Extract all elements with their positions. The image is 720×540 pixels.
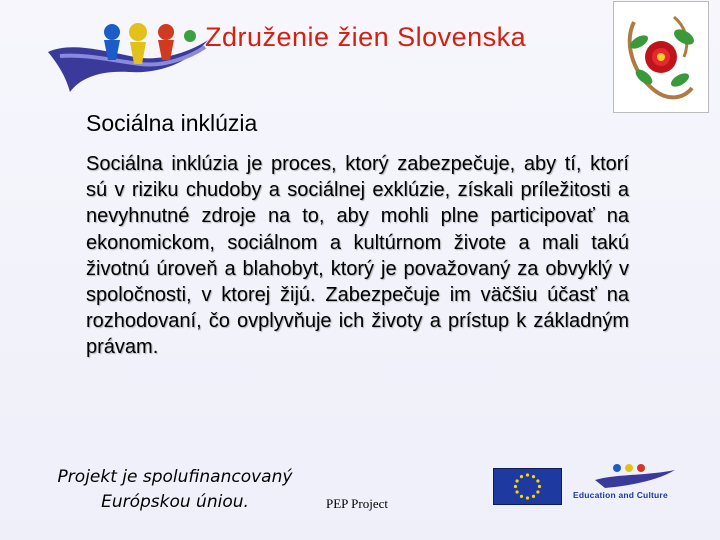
eu-flag-icon [493, 468, 562, 505]
pep-project-label: PEP Project [326, 496, 388, 511]
pep-project-logo [40, 12, 212, 96]
rose-icon [614, 2, 708, 112]
slide-heading: Sociálna inklúzia [86, 110, 258, 136]
cofinance-line-2: Európskou úniou. [101, 492, 249, 512]
education-culture-label: Education and Culture [573, 490, 668, 500]
cofinance-line-1: Projekt je spolufinancovaný [57, 467, 293, 487]
body-paragraph: Sociálna inklúzia je proces, ktorý zabezpečuje, aby tí, ktorí sú v riziku chudoby a sociálnej exklúzie, získali príležitosti a nevyhnutné zdroje na to, aby mohli plne participovať na ekonomickom, sociálnom a kultúrnom živote a mali takú životnú úroveň a blahobyt, ktorý je považovaný za obvyklý v spoločnosti, v ktorej žijú. Zabezpečuje im väčšiu účasť na rozhodovaní, čo ovplyvňuje ich životy a prístup k základným právam. [86, 153, 629, 359]
eu-stars [494, 469, 561, 504]
rose-emblem [613, 1, 709, 113]
organization-title: Združenie žien Slovenska [205, 22, 527, 52]
cofinance-note [40, 465, 310, 515]
